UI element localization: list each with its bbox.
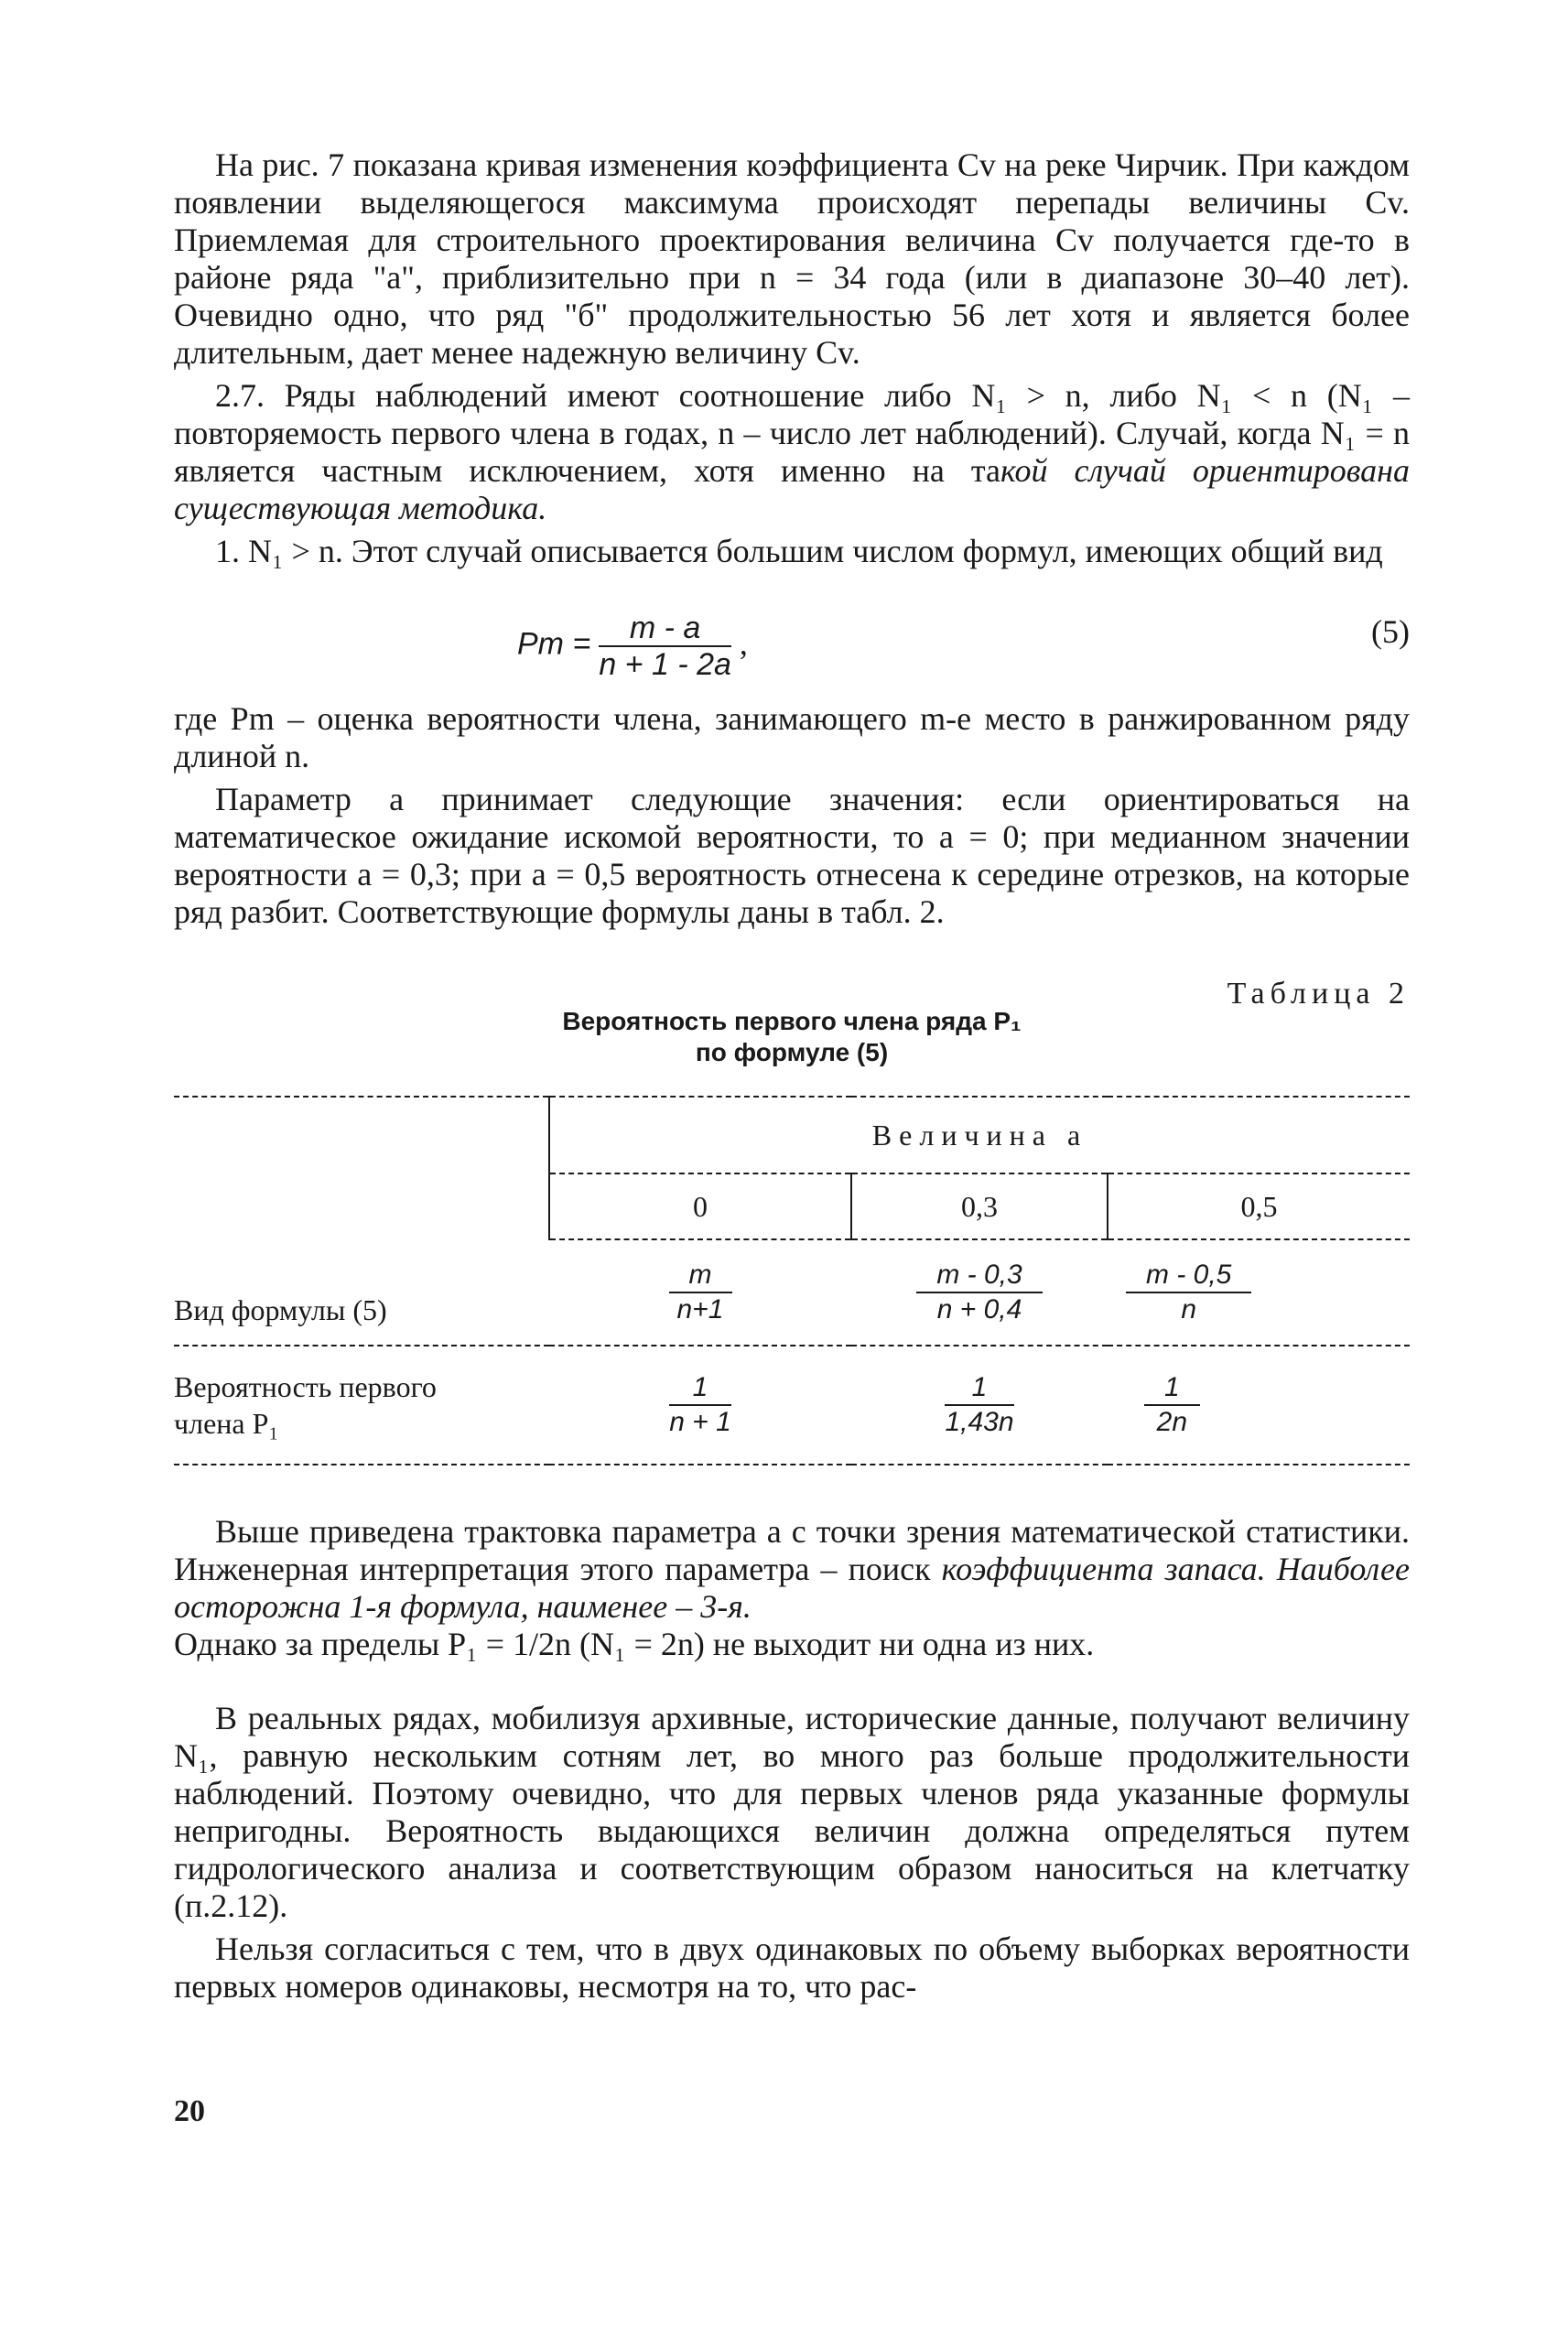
table-header-row bbox=[174, 1097, 1410, 1173]
table-col-header: 0,3 bbox=[851, 1173, 1108, 1239]
table-cell-den: n + 1 bbox=[669, 1407, 731, 1437]
table-cell-num: 1 bbox=[945, 1371, 1013, 1406]
paragraph-cannot-agree: Нельзя согласиться с тем, что в двух одинаковых по объему выборках вероятности первых номеров одинаковы, несмотря на то, что рас- bbox=[174, 1930, 1410, 2005]
table-cell-den: n bbox=[1181, 1294, 1197, 1325]
paragraph-case-1: 1. N₁ > n. Этот случай описывается большим числом формул, имеющих общий вид bbox=[215, 533, 1383, 569]
table-cell bbox=[851, 1346, 1108, 1465]
table-col-header: 0 bbox=[549, 1173, 851, 1239]
table-cell-den: 1,43n bbox=[945, 1407, 1014, 1437]
formula-number: (5) bbox=[1371, 613, 1410, 650]
table-corner-cell bbox=[174, 1097, 549, 1239]
paragraph-2-7 bbox=[174, 377, 1410, 527]
table-cell-den: n + 0,4 bbox=[936, 1294, 1022, 1325]
table-cell-den: n+1 bbox=[676, 1294, 724, 1325]
formula-5 bbox=[174, 579, 1410, 680]
table-cell bbox=[549, 1239, 851, 1346]
table-row-label: Вид формулы (5) bbox=[174, 1239, 549, 1346]
table-cell-num: m - 0,5 bbox=[1126, 1259, 1251, 1293]
table-row-label-line2: члена P₁ bbox=[174, 1407, 279, 1440]
table-row-label-line1: Вероятность первого bbox=[174, 1370, 437, 1403]
table-row-label bbox=[174, 1346, 549, 1465]
formula-tail: , bbox=[739, 624, 748, 662]
paragraph-interpretation-end: Однако за пределы P₁ = 1/2n (N₁ = 2n) не выходит ни одна из них. bbox=[174, 1626, 1095, 1662]
formula-denominator: n + 1 - 2a bbox=[599, 647, 731, 682]
page-body bbox=[174, 146, 1410, 2006]
paragraph-cv-curve: На рис. 7 показана кривая изменения коэффициента Cv на реке Чирчик. При каждом появлении выделяющегося максимума происходят перепады величины Cv. Приемлемая для строительного проектирования величина Cv получается где-то в районе ряда "а", приблизительно при n = 34 года (или в диапазоне 30–40 лет). Очевидно одно, что ряд "б" продолжительностью 56 лет хотя и является более длительным, дает менее надежную величину Cv. bbox=[174, 146, 1410, 371]
table-cell-num: 1 bbox=[669, 1371, 731, 1406]
table-caption-line2: по формуле (5) bbox=[695, 1038, 889, 1066]
table-cell-den: 2n bbox=[1156, 1407, 1188, 1437]
probability-table bbox=[174, 1096, 1410, 1465]
table-caption-line1: Вероятность первого члена ряда P₁ bbox=[562, 1007, 1022, 1035]
table-cell-num: m - 0,3 bbox=[916, 1259, 1042, 1293]
table-caption bbox=[174, 1006, 1410, 1068]
paragraph-interpretation-italic: коэффициента запаса. Наиболее осторожна 1-я формула, наименее – 3-я. bbox=[174, 1551, 1411, 1625]
paragraph-interpretation bbox=[174, 1513, 1410, 1626]
table-row bbox=[174, 1346, 1410, 1465]
table-row bbox=[174, 1239, 1410, 1346]
table-col-header: 0,5 bbox=[1108, 1173, 1410, 1239]
page-number: 20 bbox=[174, 2094, 205, 2128]
paragraph-interpretation-text: Выше приведена трактовка параметра a с точки зрения математической статистики. Инженерная интерпретация этого параметра – поиск bbox=[174, 1513, 1410, 1587]
paragraph-where: где Pm – оценка вероятности члена, занимающего m-е место в ранжированном ряду длиной n. bbox=[174, 700, 1410, 774]
table-cell bbox=[1108, 1239, 1410, 1346]
table-cell-num: m bbox=[669, 1259, 732, 1293]
formula-lhs: Pm = bbox=[517, 626, 591, 662]
paragraph-2-7-italic: кой случай ориентирована существующая методика. bbox=[174, 452, 1410, 526]
table-cell bbox=[851, 1239, 1108, 1346]
paragraph-2-7-text: 2.7. Ряды наблюдений имеют соотношение либо N₁ > n, либо N₁ < n (N₁ – повторяемость первого члена в годах, n – число лет наблюдений). Случай, когда N₁ = n является частным исключением, хотя именно на та bbox=[174, 377, 1410, 489]
table-cell-num: 1 bbox=[1144, 1371, 1200, 1406]
table-group-header-text: Величина a bbox=[871, 1118, 1088, 1152]
table-number: Таблица 2 bbox=[1227, 977, 1410, 1011]
paragraph-parameter-a: Параметр a принимает следующие значения: если ориентироваться на математическое ожидание искомой вероятности, то a = 0; при медианном значении вероятности a = 0,3; при a = 0,5 вероятность отнесена к середине отрезков, на которые ряд разбит. Соответствующие формулы даны в табл. 2. bbox=[174, 781, 1410, 930]
table-group-header bbox=[549, 1097, 1410, 1173]
formula-numerator: m - a bbox=[599, 611, 731, 647]
table-cell bbox=[549, 1346, 851, 1465]
table-cell bbox=[1108, 1346, 1410, 1465]
paragraph-real-series: В реальных рядах, мобилизуя архивные, исторические данные, получают величину N₁, равную нескольким сотням лет, во много раз больше продолжительности наблюдений. Поэтому очевидно, что для первых членов ряда указанные формулы непригодны. Вероятность выдающихся величин должна определяться путем гидрологического анализа и соответствующим образом наноситься на клетчатку (п.2.12). bbox=[174, 1700, 1410, 1924]
formula-fraction bbox=[599, 611, 731, 682]
formula-body bbox=[517, 611, 748, 682]
